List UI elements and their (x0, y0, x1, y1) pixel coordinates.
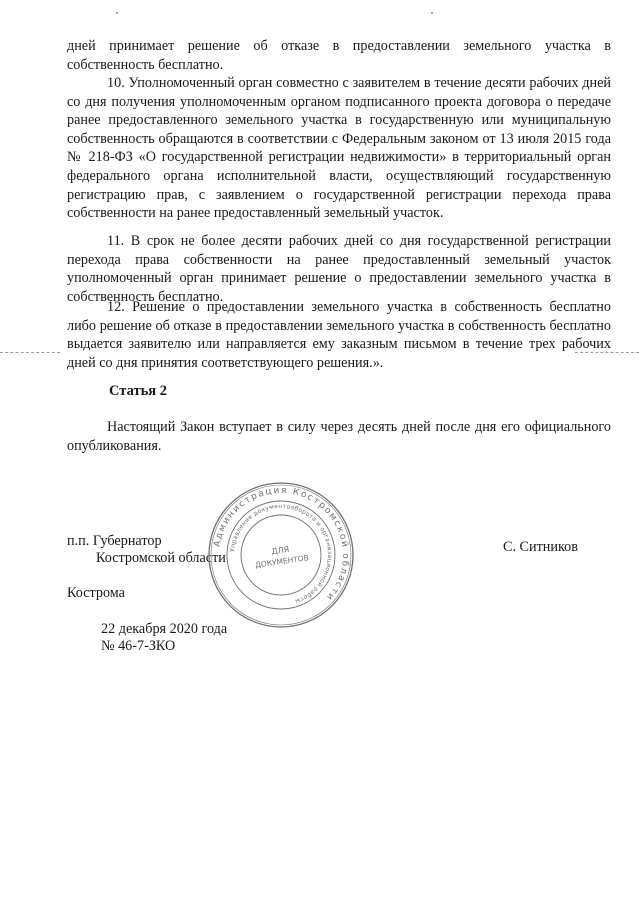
paragraph-12: 12. Решение о предоставлении земельного участка в собственность бесплатно либо решение об отказе в предоставлении земельного участка в собственность бесплатно выдается заявителю или направляется ему заказным письмом в течение трех рабочих дней со дня принятия соответствующего решения.». (67, 299, 611, 371)
seal-center-line-2: ДОКУМЕНТОВ (254, 553, 310, 570)
scan-dot (116, 12, 118, 14)
scan-artifact-left (0, 352, 60, 354)
signer-title: п.п. Губернатор (67, 533, 162, 549)
seal-inner-text: Управление документооборота и организационной работы (229, 502, 334, 605)
paragraph-continuation: дней принимает решение об отказе в предоставлении земельного участка в собственность бесплатно. (67, 38, 611, 73)
seal-center-line-1: ДЛЯ (270, 544, 290, 557)
scan-artifact-right (575, 352, 639, 354)
signer-region: Костромской области (96, 550, 226, 566)
paragraph-11: 11. В срок не более десяти рабочих дней со дня государственной регистрации перехода права собственности на ранее предоставленный земельный участок уполномоченный орган принимает решение о предоставлении земельного участка в собственность бесплатно. (67, 233, 611, 305)
official-seal (206, 480, 356, 630)
document-number: № 46-7-ЗКО (101, 638, 176, 654)
place-of-signing: Кострома (67, 585, 125, 601)
seal-inner-ring (241, 515, 321, 595)
seal-middle-ring (227, 501, 335, 609)
paragraph-10: 10. Уполномоченный орган совместно с заявителем в течение десяти рабочих дней со дня получения уполномоченным органом подписанного проекта договора о передаче ранее предоставленного земельного участка в государственную или муниципальную собственность обращаются в соответствии с Федеральным законом от 13 июля 2015 года № 218-ФЗ «О государственной регистрации недвижимости» в территориальный орган федерального органа исполнительной власти, осуществляющий государственную регистрацию прав, с заявлением о государственной регистрации перехода права собственности на ранее предоставленный земельный участок. (67, 75, 611, 222)
document-date: 22 декабря 2020 года (101, 621, 228, 637)
scan-dot (431, 12, 433, 14)
article-heading: Статья 2 (109, 383, 167, 399)
signer-name: С. Ситников (503, 539, 578, 555)
seal-outer-text: Администрация Костромской области (212, 485, 351, 603)
article-2-text: Настоящий Закон вступает в силу через десять дней после дня его официального опубликования. (67, 419, 611, 454)
